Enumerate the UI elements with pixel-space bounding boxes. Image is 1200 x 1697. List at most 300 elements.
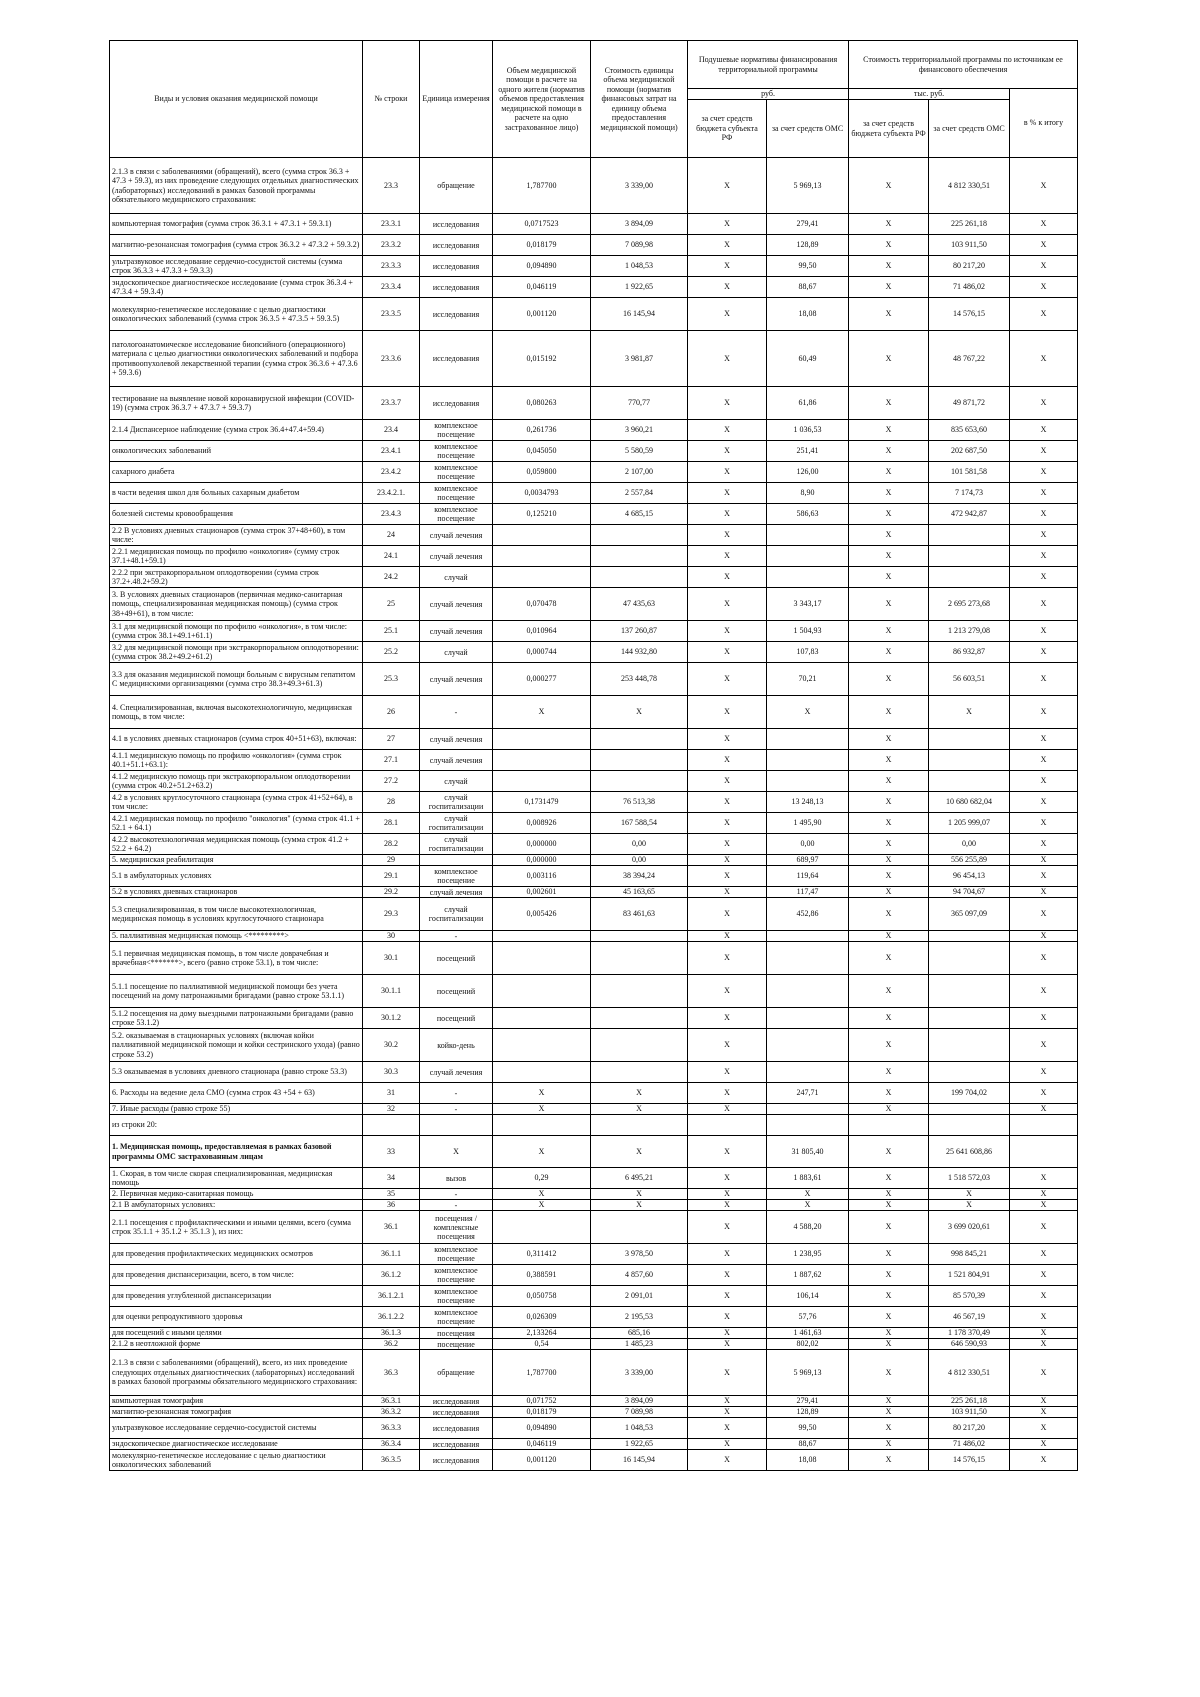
row-name: компьютерная томография (сумма строк 36.3.1 + 47.3.1 + 59.3.1) — [110, 214, 363, 235]
row-name: магнитно-резонансная томография — [110, 1407, 363, 1418]
row-volume — [493, 942, 591, 975]
row-number: 31 — [363, 1083, 420, 1104]
row-volume: 0,1731479 — [493, 792, 591, 813]
row-name: 2. Первичная медико-санитарная помощь — [110, 1189, 363, 1200]
row-number: 29.3 — [363, 898, 420, 931]
row-name: сахарного диабета — [110, 462, 363, 483]
row-program-oms: 646 590,93 — [929, 1339, 1010, 1350]
row-percap-oms: 117,47 — [767, 887, 849, 898]
row-unit: комплексное посещение — [420, 462, 493, 483]
row-percap-oms: 251,41 — [767, 441, 849, 462]
row-percap-oms: 279,41 — [767, 214, 849, 235]
row-program-budget — [849, 1115, 929, 1136]
row-volume: 0,311412 — [493, 1244, 591, 1265]
row-program-oms: 25 641 608,86 — [929, 1136, 1010, 1168]
row-unit: комплексное посещение — [420, 1286, 493, 1307]
row-program-oms: 199 704,02 — [929, 1083, 1010, 1104]
row-volume: 0,045050 — [493, 441, 591, 462]
row-number: 23.4.3 — [363, 504, 420, 525]
row-unit: посещения — [420, 1328, 493, 1339]
row-volume — [493, 931, 591, 942]
row-percap-budget: X — [688, 1450, 767, 1471]
table-row — [110, 729, 1078, 750]
row-percent: X — [1010, 1083, 1078, 1104]
row-number: 24.1 — [363, 546, 420, 567]
row-name: для проведения углубленной диспансеризации — [110, 1286, 363, 1307]
row-program-budget: X — [849, 1286, 929, 1307]
row-number: 36.1.2.2 — [363, 1307, 420, 1328]
row-program-oms: 202 687,50 — [929, 441, 1010, 462]
row-percap-budget: X — [688, 887, 767, 898]
header-unit: Единица измерения — [420, 41, 493, 158]
row-percap-budget: X — [688, 462, 767, 483]
row-program-oms: 10 680 682,04 — [929, 792, 1010, 813]
row-name: ультразвуковое исследование сердечно-сосудистой системы (сумма строк 36.3.3 + 47.3.3 + 59.3.3) — [110, 256, 363, 277]
row-unit-cost: 2 091,01 — [591, 1286, 688, 1307]
row-percap-budget: X — [688, 1439, 767, 1450]
row-percap-oms — [767, 567, 849, 588]
row-program-oms: 103 911,50 — [929, 235, 1010, 256]
row-volume: X — [493, 1136, 591, 1168]
row-unit: - — [420, 1104, 493, 1115]
row-volume: 0,261736 — [493, 420, 591, 441]
row-volume: X — [493, 1083, 591, 1104]
row-number: 27.1 — [363, 750, 420, 771]
row-percap-budget: X — [688, 1211, 767, 1244]
row-percap-oms: 31 805,40 — [767, 1136, 849, 1168]
row-percap-budget: X — [688, 1029, 767, 1062]
row-program-budget: X — [849, 1439, 929, 1450]
row-program-budget: X — [849, 546, 929, 567]
row-unit: - — [420, 1189, 493, 1200]
row-unit — [420, 1115, 493, 1136]
row-volume: 0,046119 — [493, 1439, 591, 1450]
table-row — [110, 642, 1078, 663]
row-unit-cost: 47 435,63 — [591, 588, 688, 621]
row-program-budget: X — [849, 887, 929, 898]
table-row — [110, 750, 1078, 771]
row-percent: X — [1010, 621, 1078, 642]
row-unit-cost: 253 448,78 — [591, 663, 688, 696]
row-unit-cost — [591, 975, 688, 1008]
row-number: 28 — [363, 792, 420, 813]
row-unit-cost — [591, 1211, 688, 1244]
table-row — [110, 1286, 1078, 1307]
row-percap-budget: X — [688, 642, 767, 663]
row-percent: X — [1010, 834, 1078, 855]
row-program-budget: X — [849, 1350, 929, 1396]
row-percap-oms — [767, 1008, 849, 1029]
row-unit: комплексное посещение — [420, 441, 493, 462]
row-name: 2.1.4 Диспансерное наблюдение (сумма строк 36.4+47.4+59.4) — [110, 420, 363, 441]
row-percap-budget: X — [688, 1307, 767, 1328]
row-percap-oms: 57,76 — [767, 1307, 849, 1328]
row-percent: X — [1010, 588, 1078, 621]
table-row — [110, 462, 1078, 483]
row-name: 5.2. оказываемая в стационарных условиях (включая койки паллиативной медицинской помощи и койки сестринского ухода) (равно строке 53.2) — [110, 1029, 363, 1062]
header-percent: в % к итогу — [1010, 89, 1078, 158]
row-number: 36.3.5 — [363, 1450, 420, 1471]
row-volume: 0,026309 — [493, 1307, 591, 1328]
row-percap-budget: X — [688, 387, 767, 420]
row-program-oms: X — [929, 1200, 1010, 1211]
row-program-budget: X — [849, 1211, 929, 1244]
header-unit-thousand-rub: тыс. руб. — [849, 89, 1010, 100]
row-percent: X — [1010, 792, 1078, 813]
row-number: 23.4.1 — [363, 441, 420, 462]
row-unit: случай лечения — [420, 588, 493, 621]
row-program-budget: X — [849, 1450, 929, 1471]
header-program-cost: Стоимость территориальной программы по источникам ее финансового обеспечения — [849, 41, 1078, 89]
row-percent: X — [1010, 420, 1078, 441]
row-program-oms: 85 570,39 — [929, 1286, 1010, 1307]
row-unit-cost: 0,00 — [591, 855, 688, 866]
row-percap-budget: X — [688, 546, 767, 567]
row-percent: X — [1010, 525, 1078, 546]
row-program-oms: 225 261,18 — [929, 214, 1010, 235]
row-percap-budget: X — [688, 621, 767, 642]
row-percap-oms: 18,08 — [767, 298, 849, 331]
row-unit-cost: X — [591, 1189, 688, 1200]
row-program-oms: 0,00 — [929, 834, 1010, 855]
row-percap-budget: X — [688, 696, 767, 729]
row-percap-oms: 586,63 — [767, 504, 849, 525]
row-percap-oms: 99,50 — [767, 256, 849, 277]
row-unit-cost — [591, 1029, 688, 1062]
row-number: 23.3.1 — [363, 214, 420, 235]
row-percap-oms — [767, 1115, 849, 1136]
row-unit: X — [420, 1136, 493, 1168]
row-program-budget: X — [849, 387, 929, 420]
row-program-budget: X — [849, 298, 929, 331]
row-percent: X — [1010, 1339, 1078, 1350]
row-program-oms: 80 217,20 — [929, 1418, 1010, 1439]
row-name: 5.1 первичная медицинская помощь, в том числе доврачебная и врачебная<*******>, всего (равно строке 53.1), в том числе: — [110, 942, 363, 975]
row-volume: 0,000000 — [493, 855, 591, 866]
table-row — [110, 331, 1078, 387]
header-unit-cost: Стоимость единицы объема медицинской помощи (норматив финансовых затрат на единицу объема предоставления медицинской помощи) — [591, 41, 688, 158]
row-percap-budget: X — [688, 834, 767, 855]
row-name: 2.1 В амбулаторных условиях: — [110, 1200, 363, 1211]
row-program-budget: X — [849, 663, 929, 696]
row-number: 25 — [363, 588, 420, 621]
row-unit: случай — [420, 642, 493, 663]
row-percap-budget: X — [688, 1008, 767, 1029]
row-volume: X — [493, 696, 591, 729]
row-unit: - — [420, 1083, 493, 1104]
table-row — [110, 1211, 1078, 1244]
row-program-budget: X — [849, 931, 929, 942]
row-volume: 1,787700 — [493, 158, 591, 214]
row-percap-budget: X — [688, 1136, 767, 1168]
row-unit-cost: X — [591, 1200, 688, 1211]
table-row — [110, 1244, 1078, 1265]
row-unit: посещение — [420, 1339, 493, 1350]
row-unit: случай лечения — [420, 525, 493, 546]
row-percent: X — [1010, 1439, 1078, 1450]
row-percap-budget: X — [688, 1244, 767, 1265]
row-percent: X — [1010, 1407, 1078, 1418]
header-per-capita: Подушевые нормативы финансирования территориальной программы — [688, 41, 849, 89]
row-program-oms — [929, 1104, 1010, 1115]
row-unit-cost: 1 485,23 — [591, 1339, 688, 1350]
table-row — [110, 887, 1078, 898]
row-number: 34 — [363, 1168, 420, 1189]
row-program-oms — [929, 729, 1010, 750]
row-percent: X — [1010, 1450, 1078, 1471]
row-volume — [493, 1211, 591, 1244]
row-unit-cost: X — [591, 696, 688, 729]
row-program-budget: X — [849, 420, 929, 441]
table-row — [110, 420, 1078, 441]
row-percap-oms: 802,02 — [767, 1339, 849, 1350]
row-number: 23.3.5 — [363, 298, 420, 331]
row-unit-cost: 76 513,38 — [591, 792, 688, 813]
header-name: Виды и условия оказания медицинской помощи — [110, 41, 363, 158]
row-program-budget: X — [849, 792, 929, 813]
row-unit-cost: 1 922,65 — [591, 1439, 688, 1450]
row-name: 4.1 в условиях дневных стационаров (сумма строк 40+51+63), включая: — [110, 729, 363, 750]
row-percent: X — [1010, 750, 1078, 771]
row-unit-cost: 3 894,09 — [591, 214, 688, 235]
row-percent: X — [1010, 1008, 1078, 1029]
table-row — [110, 663, 1078, 696]
row-program-budget: X — [849, 483, 929, 504]
row-percent: X — [1010, 1286, 1078, 1307]
row-unit: случай лечения — [420, 663, 493, 696]
row-program-oms: 94 704,67 — [929, 887, 1010, 898]
row-percent: X — [1010, 771, 1078, 792]
row-unit-cost: 5 580,59 — [591, 441, 688, 462]
row-percent: X — [1010, 813, 1078, 834]
row-number: 29.2 — [363, 887, 420, 898]
row-volume: 0,071752 — [493, 1396, 591, 1407]
row-number: 25.2 — [363, 642, 420, 663]
row-volume: 0,059800 — [493, 462, 591, 483]
row-percap-budget: X — [688, 483, 767, 504]
row-name: 2.1.2 в неотложной форме — [110, 1339, 363, 1350]
row-unit: исследования — [420, 277, 493, 298]
row-program-oms — [929, 1029, 1010, 1062]
row-program-oms: 86 932,87 — [929, 642, 1010, 663]
table-row — [110, 588, 1078, 621]
row-unit: исследования — [420, 235, 493, 256]
row-unit-cost: 4 685,15 — [591, 504, 688, 525]
table-row — [110, 696, 1078, 729]
row-volume: 0,000744 — [493, 642, 591, 663]
row-percap-oms: 5 969,13 — [767, 1350, 849, 1396]
row-number: 28.1 — [363, 813, 420, 834]
row-name: для посещений с иными целями — [110, 1328, 363, 1339]
row-percap-budget: X — [688, 898, 767, 931]
row-number: 36.2 — [363, 1339, 420, 1350]
row-unit: исследования — [420, 1450, 493, 1471]
row-percap-oms — [767, 1062, 849, 1083]
row-program-oms: 556 255,89 — [929, 855, 1010, 866]
row-name: молекулярно-генетическое исследование с целью диагностики онкологических заболеваний (сумма строк 36.3.5 + 47.3.5 + 59.3.5) — [110, 298, 363, 331]
row-volume — [493, 1062, 591, 1083]
row-program-oms: 14 576,15 — [929, 298, 1010, 331]
row-percap-budget: X — [688, 1104, 767, 1115]
row-program-oms — [929, 942, 1010, 975]
row-name: 4.2 в условиях круглосуточного стационара (сумма строк 41+52+64), в том числе: — [110, 792, 363, 813]
row-program-oms: 1 521 804,91 — [929, 1265, 1010, 1286]
row-percap-oms: 247,71 — [767, 1083, 849, 1104]
row-volume: X — [493, 1104, 591, 1115]
row-program-budget: X — [849, 504, 929, 525]
row-name: 2.2 В условиях дневных стационаров (сумма строк 37+48+60), в том числе: — [110, 525, 363, 546]
row-percap-budget — [688, 1115, 767, 1136]
row-unit-cost — [591, 771, 688, 792]
row-percent: X — [1010, 331, 1078, 387]
row-volume — [493, 729, 591, 750]
row-volume: 0,010964 — [493, 621, 591, 642]
row-number: 36 — [363, 1200, 420, 1211]
row-unit-cost: 3 978,50 — [591, 1244, 688, 1265]
row-number: 25.3 — [363, 663, 420, 696]
row-percap-oms: 1 238,95 — [767, 1244, 849, 1265]
row-unit: вызов — [420, 1168, 493, 1189]
row-percap-oms: 61,86 — [767, 387, 849, 420]
row-program-budget: X — [849, 525, 929, 546]
row-percap-oms — [767, 1029, 849, 1062]
table-row — [110, 898, 1078, 931]
row-unit-cost: 2 107,00 — [591, 462, 688, 483]
row-volume — [493, 1008, 591, 1029]
row-percent: X — [1010, 546, 1078, 567]
row-number: 36.1.1 — [363, 1244, 420, 1265]
row-percap-oms: 279,41 — [767, 1396, 849, 1407]
header-program-budget: за счет средств бюджета субъекта РФ — [849, 100, 929, 158]
row-percent: X — [1010, 663, 1078, 696]
row-percap-budget: X — [688, 298, 767, 331]
row-volume — [493, 771, 591, 792]
row-unit: случай госпитализации — [420, 792, 493, 813]
row-name: 6. Расходы на ведение дела СМО (сумма строк 43 +54 + 63) — [110, 1083, 363, 1104]
row-volume: 0,388591 — [493, 1265, 591, 1286]
row-unit-cost — [591, 942, 688, 975]
row-unit: - — [420, 931, 493, 942]
row-unit-cost: 3 339,00 — [591, 1350, 688, 1396]
row-percap-oms — [767, 1104, 849, 1115]
row-program-budget: X — [849, 1339, 929, 1350]
row-program-oms: 14 576,15 — [929, 1450, 1010, 1471]
row-unit-cost — [591, 1115, 688, 1136]
row-unit: обращение — [420, 158, 493, 214]
row-name: эндоскопическое диагностическое исследование (сумма строк 36.3.4 + 47.3.4 + 59.3.4) — [110, 277, 363, 298]
row-percent: X — [1010, 235, 1078, 256]
row-unit: исследования — [420, 387, 493, 420]
table-row — [110, 792, 1078, 813]
row-name: болезней системы кровообращения — [110, 504, 363, 525]
row-percent: X — [1010, 898, 1078, 931]
row-program-budget: X — [849, 642, 929, 663]
row-unit: исследования — [420, 256, 493, 277]
row-number: 24.2 — [363, 567, 420, 588]
row-percent: X — [1010, 642, 1078, 663]
row-percent: X — [1010, 277, 1078, 298]
row-volume: 0,000277 — [493, 663, 591, 696]
row-percap-oms: X — [767, 1200, 849, 1211]
row-percap-budget: X — [688, 420, 767, 441]
row-percap-oms: 1 887,62 — [767, 1265, 849, 1286]
table-row — [110, 1062, 1078, 1083]
row-name: в части ведения школ для больных сахарным диабетом — [110, 483, 363, 504]
row-program-budget: X — [849, 441, 929, 462]
row-percent: X — [1010, 729, 1078, 750]
row-program-oms — [929, 1115, 1010, 1136]
row-unit: койко-день — [420, 1029, 493, 1062]
row-name: 4.2.1 медицинская помощь по профилю "онкология" (сумма строк 41.1 + 52.1 + 64.1) — [110, 813, 363, 834]
table-row — [110, 235, 1078, 256]
row-volume: 0,001120 — [493, 298, 591, 331]
row-volume: 0,001120 — [493, 1450, 591, 1471]
row-unit-cost: 83 461,63 — [591, 898, 688, 931]
row-program-oms — [929, 975, 1010, 1008]
row-unit: исследования — [420, 214, 493, 235]
table-row — [110, 546, 1078, 567]
row-percap-oms: 99,50 — [767, 1418, 849, 1439]
row-percap-budget: X — [688, 1168, 767, 1189]
row-unit: случай лечения — [420, 1062, 493, 1083]
row-program-oms: 80 217,20 — [929, 256, 1010, 277]
row-name: 5.1 в амбулаторных условиях — [110, 866, 363, 887]
row-name: 2.1.1 посещения с профилактическими и иными целями, всего (сумма строк 35.1.1 + 35.1.2 + 35.1.3 ), из них: — [110, 1211, 363, 1244]
row-volume: 0,000000 — [493, 834, 591, 855]
row-percap-budget: X — [688, 1200, 767, 1211]
row-percent: X — [1010, 942, 1078, 975]
row-volume: 0,003116 — [493, 866, 591, 887]
row-percent: X — [1010, 1029, 1078, 1062]
header-row-number: № строки — [363, 41, 420, 158]
row-unit: комплексное посещение — [420, 420, 493, 441]
row-percap-oms: 5 969,13 — [767, 158, 849, 214]
table-row — [110, 1339, 1078, 1350]
row-number: 36.1.2 — [363, 1265, 420, 1286]
row-percap-oms: 13 248,13 — [767, 792, 849, 813]
row-number: 30 — [363, 931, 420, 942]
row-volume: 0,005426 — [493, 898, 591, 931]
row-program-budget: X — [849, 898, 929, 931]
row-volume — [493, 567, 591, 588]
row-volume: 1,787700 — [493, 1350, 591, 1396]
table-row — [110, 1083, 1078, 1104]
row-percent: X — [1010, 567, 1078, 588]
row-percap-budget: X — [688, 331, 767, 387]
table-row — [110, 834, 1078, 855]
row-unit-cost: 7 089,98 — [591, 235, 688, 256]
row-program-oms: 49 871,72 — [929, 387, 1010, 420]
row-program-budget: X — [849, 158, 929, 214]
header-percap-budget: за счет средств бюджета субъекта РФ — [688, 100, 767, 158]
row-number: 23.4.2 — [363, 462, 420, 483]
header-percap-oms: за счет средств ОМС — [767, 100, 849, 158]
row-unit-cost: 16 145,94 — [591, 298, 688, 331]
row-unit-cost: 16 145,94 — [591, 1450, 688, 1471]
row-program-oms: 3 699 020,61 — [929, 1211, 1010, 1244]
row-percent: X — [1010, 975, 1078, 1008]
row-percap-oms — [767, 942, 849, 975]
table-row — [110, 277, 1078, 298]
row-unit-cost: 770,77 — [591, 387, 688, 420]
row-name: 5. медицинская реабилитация — [110, 855, 363, 866]
row-program-oms — [929, 567, 1010, 588]
row-percent: X — [1010, 1350, 1078, 1396]
table-row — [110, 504, 1078, 525]
row-number: 30.1.1 — [363, 975, 420, 1008]
row-unit: случай лечения — [420, 546, 493, 567]
row-number: 33 — [363, 1136, 420, 1168]
